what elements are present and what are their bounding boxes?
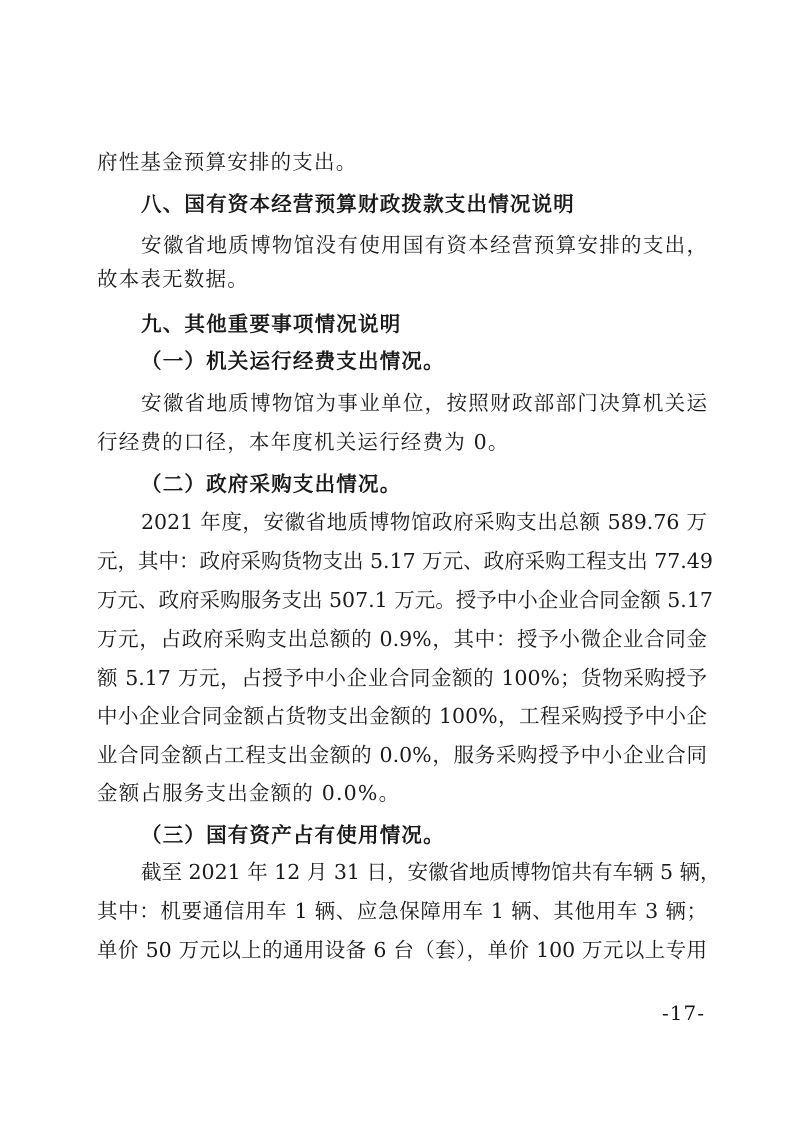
paragraph-line: 业合同金额占工程支出金额的 0.0%，服务采购授予中小企业合同 (97, 743, 707, 767)
section-heading-8: 八、国有资本经营预算财政拨款支出情况说明 (141, 192, 575, 216)
text-line-continuation: 府性基金预算安排的支出。 (97, 150, 358, 174)
paragraph-line: 万元、政府采购服务支出 507.1 万元。授予中小企业合同金额 5.17 (97, 588, 713, 612)
paragraph-line: 截至 2021 年 12 月 31 日，安徽省地质博物馆共有车辆 5 辆， (141, 860, 721, 884)
paragraph-line: 故本表无数据。 (97, 267, 249, 291)
paragraph-line: 额 5.17 万元，占授予中小企业合同金额的 100%；货物采购授予 (97, 666, 707, 690)
paragraph-line: 万元，占政府采购支出总额的 0.9%，其中：授予小微企业合同金 (97, 627, 707, 651)
paragraph-line: 元，其中：政府采购货物支出 5.17 万元、政府采购工程支出 77.49 (97, 549, 713, 573)
paragraph-line: 中小企业合同金额占货物支出金额的 100%，工程采购授予中小企 (97, 704, 707, 728)
paragraph-line: 行经费的口径，本年度机关运行经费为 0。 (97, 430, 510, 454)
paragraph-line: 金额占服务支出金额的 0.0%。 (97, 781, 401, 805)
paragraph-line: 安徽省地质博物馆没有使用国有资本经营预算安排的支出， (141, 233, 707, 257)
subsection-heading-3: （三）国有资产占有使用情况。 (141, 823, 445, 847)
paragraph-line: 单价 50 万元以上的通用设备 6 台（套），单价 100 万元以上专用 (97, 938, 707, 962)
paragraph-line: 其中：机要通信用车 1 辆、应急保障用车 1 辆、其他用车 3 辆； (97, 899, 707, 923)
paragraph-line: 2021 年度，安徽省地质博物馆政府采购支出总额 589.76 万 (141, 510, 707, 534)
subsection-heading-1: （一）机关运行经费支出情况。 (141, 349, 445, 373)
section-heading-9: 九、其他重要事项情况说明 (141, 312, 402, 336)
page-number: -17- (662, 1001, 705, 1025)
subsection-heading-2: （二）政府采购支出情况。 (141, 472, 402, 496)
paragraph-line: 安徽省地质博物馆为事业单位，按照财政部部门决算机关运 (141, 391, 707, 415)
